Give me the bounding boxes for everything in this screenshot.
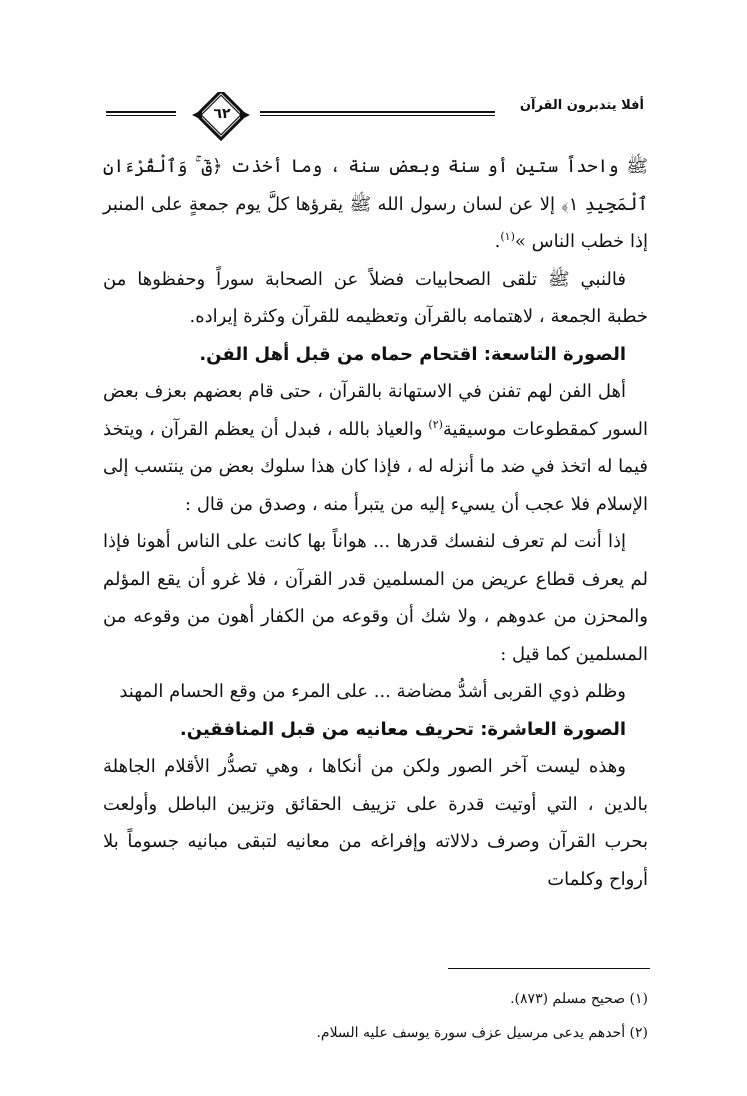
footnote-2: (٢) أحدهم يدعى مرسيل عزف سورة يوسف عليه السلام. <box>316 1025 648 1041</box>
header-rule-left <box>106 111 176 116</box>
main-text <box>103 148 648 898</box>
page-number: ٦٢ <box>213 106 231 122</box>
paragraph-2: فالنبي ﷺ تلقى الصحابيات فضلاً عن الصحابة سوراً وحفظوها من خطبة الجمعة ، لاهتمامه بالقرآن وتعظيمه للقرآن وكثرة إيراده. <box>103 268 648 327</box>
paragraph-4: إذا أنت لم تعرف لنفسك قدرها ... هواناً بها كانت على الناس أهونا فإذا لم يعرف قطاع عريض من المسلمين قدر القرآن ، فلا غرو أن يقع المؤلم والمحزن من عدوهم ، ولا شك أن وقوعه من الكفار أهون من وقوعه من المسلمين كما قيل : <box>103 531 648 665</box>
paragraph-1: ﷺ واحداً ستين أو سنة وبعض سنة ، وما أخذت ﴿قٓ ۚ وَٱلْقُرْءَانِ ٱلْمَجِيدِ ١﴾ إلا عن لسان رسول الله ﷺ يقرؤها كلَّ يوم جمعةٍ على المنبر إذا خطب الناس »$^{(١)}$. <box>103 156 648 252</box>
section-heading-9: الصورة التاسعة: اقتحام حماه من قبل أهل الفن. <box>199 343 626 365</box>
section-heading-10: الصورة العاشرة: تحريف معانيه من قبل المنافقين. <box>179 718 626 740</box>
footnote-ref-1: (١) <box>500 230 515 243</box>
header-rule-right <box>260 111 495 116</box>
poem-verse: وظلم ذوي القربى أشدُّ مضاضة ... على المرء من وقع الحسام المهند <box>119 681 626 702</box>
book-title: أفلا يتدبرون القرآن <box>519 98 644 113</box>
paragraph-5: وهذه ليست آخر الصور ولكن من أنكاها ، وهي تصدُّر الأقلام الجاهلة بالدين ، التي أوتيت قدرة على تزييف الحقائق وتزيين الباطل وأولعت بحرب القرآن وصرف دلالاته وإفراغه من معانيه لتبقى مبانيه جسوماً بلا أرواح وكلمات <box>103 756 648 890</box>
paragraph-3: أهل الفن لهم تفنن في الاستهانة بالقرآن ، حتى قام بعضهم بعزف بعض السور كمقطوعات موسيقية$^{(٢)}$ والعياذ بالله ، فبدل أن يعظم القرآن ، ويتخذ فيما له اتخذ في ضد ما أنزله له ، فإذا كان هذا سلوك بعض من ينتسب إلى الإسلام فلا عجب أن يسيء إليه من يتبرأ منه ، وصدق من قال : <box>103 381 648 515</box>
footnotes <box>103 982 648 1050</box>
footnote-ref-2: (٢) <box>428 417 443 431</box>
footnote-divider <box>448 968 650 969</box>
footnote-1: (١) صحيح مسلم (٨٧٣). <box>510 991 648 1007</box>
running-header <box>100 92 650 144</box>
